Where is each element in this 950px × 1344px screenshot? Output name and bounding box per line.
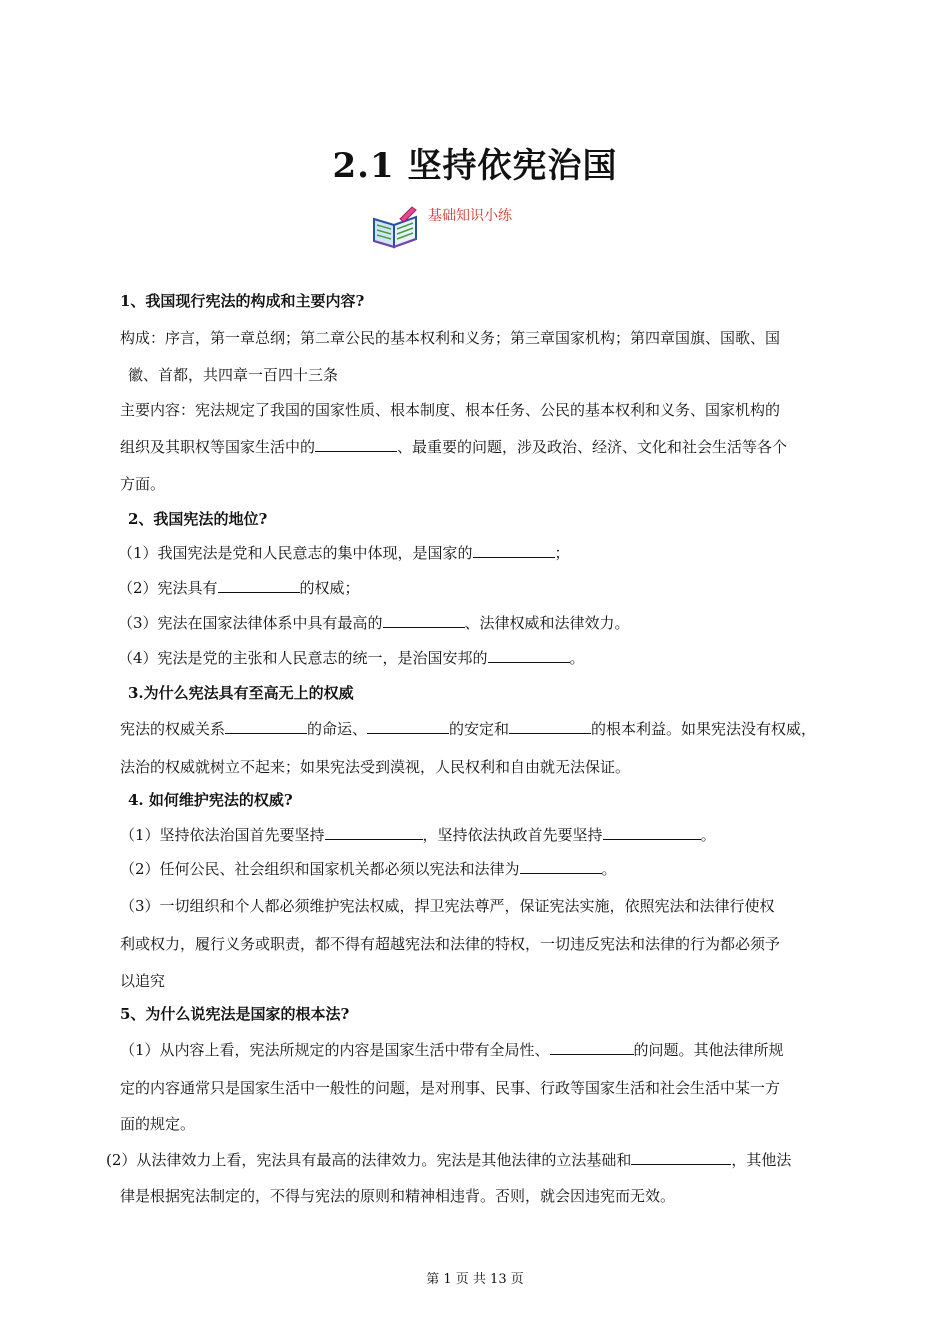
q4-item-1-text-b: ，坚持依法执政首先要坚持 [422,826,603,844]
q2-item-1 [118,543,570,563]
q4-item-2 [120,859,617,879]
q5-item-2-text-a: (2）从法律效力上看，宪法具有最高的法律效力。宪法是其他法律的立法基础和 [106,1151,632,1169]
q2-item-3-end: 、法律权威和法律效力。 [464,614,630,632]
q5-title: 5、为什么说宪法是国家的根本法? [120,1005,350,1023]
q5-item-1-line-1 [120,1040,784,1060]
q1-line-2: 徽、首都，共四章一百四十三条 [128,366,339,384]
fill-blank[interactable] [550,1040,634,1055]
q2-title: 2、我国宪法的地位? [128,510,268,528]
q2-item-4-end: 。 [569,649,585,667]
q4-item-1-text-a: （1）坚持依法治国首先要坚持 [120,826,325,844]
q2-item-1-end: ； [554,544,570,562]
q5-item-1-text-b: 的问题。其他法律所规 [633,1041,784,1059]
fill-blank[interactable] [383,613,465,628]
q1-line-3: 主要内容：宪法规定了我国的国家性质、根本制度、根本任务、公民的基本权利和义务、国家机构的 [120,401,781,419]
q2-item-4-text: （4）宪法是党的主张和人民意志的统一，是治国安邦的 [118,649,488,667]
q2-item-2-end: 的权威； [299,579,360,597]
page-title: 2.1 坚持依宪治国 [332,146,618,186]
fill-blank[interactable] [367,719,449,734]
q2-item-3 [118,613,630,633]
fill-blank[interactable] [488,648,570,663]
q2-item-4 [118,648,585,668]
fill-blank[interactable] [509,719,591,734]
q5-item-2-line-2: 律是根据宪法制定的，不得与宪法的原则和精神相违背。否则，就会因违宪而无效。 [120,1187,676,1205]
fill-blank[interactable] [473,543,555,558]
q1-line-5: 方面。 [120,475,166,493]
q5-item-1-line-2: 定的内容通常只是国家生活中一般性的问题，是对刑事、民事、行政等国家生活和社会生活中某一方 [120,1079,781,1097]
q4-item-2-end: 。 [601,860,617,878]
q2-item-1-text: （1）我国宪法是党和人民意志的集中体现，是国家的 [118,544,473,562]
q1-line-4-text-a: 组织及其职权等国家生活中的 [120,438,316,456]
fill-blank[interactable] [520,859,602,874]
fill-blank[interactable] [603,825,701,840]
q3-line-1-text-b: 的命运、 [307,720,368,738]
q2-item-3-text: （3）宪法在国家法律体系中具有最高的 [118,614,383,632]
q3-line-1-text-a: 宪法的权威关系 [120,720,226,738]
q4-item-2-text: （2）任何公民、社会组织和国家机关都必须以宪法和法律为 [120,860,520,878]
q5-item-2-line-1 [106,1150,791,1170]
fill-blank[interactable] [315,437,397,452]
q5-item-1-text-a: （1）从内容上看，宪法所规定的内容是国家生活中带有全局性、 [120,1041,550,1059]
fill-blank[interactable] [218,578,300,593]
q4-item-3-line-2: 利或权力，履行义务或职责，都不得有超越宪法和法律的特权，一切违反宪法和法律的行为都必须予 [120,935,781,953]
q4-item-3-line-1: （3）一切组织和个人都必须维护宪法权威，捍卫宪法尊严，保证宪法实施，依照宪法和法律行使权 [120,897,775,915]
fill-blank[interactable] [225,719,307,734]
q3-line-2: 法治的权威就树立不起来；如果宪法受到漠视，人民权利和自由就无法保证。 [120,758,631,776]
q4-item-1 [120,825,716,845]
section-subtitle: 基础知识小练 [428,208,512,224]
q3-line-1-text-c: 的安定和 [449,720,510,738]
q4-title: 4. 如何维护宪法的权威? [128,791,293,809]
q4-item-3-line-3: 以追究 [120,972,166,990]
q2-item-2 [118,578,360,598]
fill-blank[interactable] [325,825,423,840]
q1-line-4 [120,437,787,457]
q3-line-1-text-d: 的根本利益。如果宪法没有权威， [591,720,817,738]
q1-line-1: 构成：序言，第一章总纲；第二章公民的基本权利和义务；第三章国家机构；第四章国旗、国歌、国 [120,329,781,347]
open-book-icon [370,205,422,251]
q5-item-1-line-3: 面的规定。 [120,1115,196,1133]
fill-blank[interactable] [631,1150,731,1165]
q5-item-2-text-b: ，其他法 [731,1151,792,1169]
q3-title: 3.为什么宪法具有至高无上的权威 [128,684,354,702]
q3-line-1 [120,719,816,739]
q2-item-2-text: （2）宪法具有 [118,579,218,597]
q1-line-4-text-b: 、最重要的问题，涉及政治、经济、文化和社会生活等各个 [397,438,788,456]
q1-title: 1、我国现行宪法的构成和主要内容? [120,292,365,310]
page-footer: 第 1 页 共 13 页 [426,1272,524,1287]
q4-item-1-end: 。 [700,826,716,844]
